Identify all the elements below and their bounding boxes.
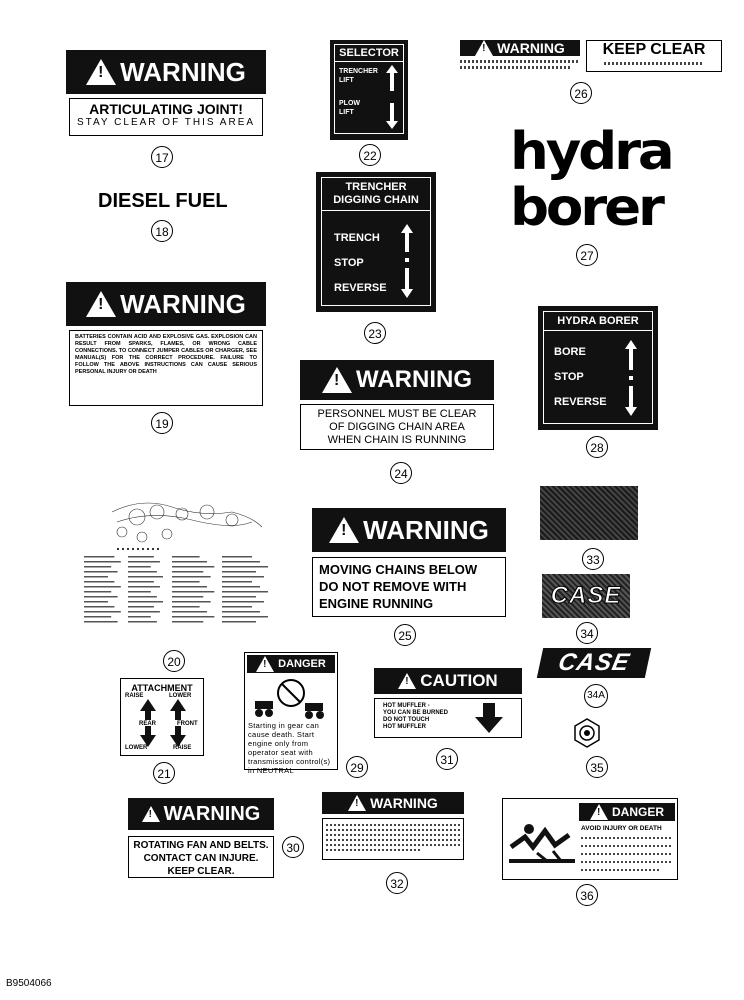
raise-label: RAISE bbox=[125, 693, 144, 699]
warning-triangle-icon bbox=[475, 40, 493, 56]
fine-print bbox=[581, 837, 673, 839]
lower-label: LOWER bbox=[169, 693, 192, 699]
fine-print bbox=[581, 853, 673, 855]
lower2-label: LOWER bbox=[125, 745, 148, 751]
warning-header bbox=[322, 792, 464, 814]
decal-34a bbox=[537, 648, 651, 678]
header-text: WARNING bbox=[356, 366, 472, 393]
warning-header bbox=[312, 508, 506, 552]
run-over-hazard-icon bbox=[247, 675, 337, 721]
line1: ARTICULATING JOINT! bbox=[89, 101, 243, 117]
l1: TRENCHER bbox=[339, 68, 378, 75]
decal-23 bbox=[316, 172, 436, 312]
decal-body bbox=[128, 836, 274, 878]
l3: DO NOT TOUCH bbox=[383, 717, 430, 723]
decal-30 bbox=[128, 798, 274, 884]
figure-id: B9504066 bbox=[6, 978, 52, 989]
warning-header bbox=[128, 798, 274, 830]
decal-19 bbox=[66, 282, 266, 408]
case-logo-text: CASE bbox=[550, 582, 622, 609]
l2: DO NOT REMOVE WITH bbox=[319, 579, 467, 594]
callout-18: 18 bbox=[151, 220, 173, 242]
borer-text: borer bbox=[510, 178, 662, 238]
decal-body bbox=[312, 557, 506, 617]
l3: ENGINE RUNNING bbox=[319, 596, 434, 611]
l3: REVERSE bbox=[334, 282, 387, 294]
caution-header bbox=[374, 668, 522, 694]
decal-28 bbox=[538, 306, 658, 430]
warning-triangle-icon bbox=[322, 367, 352, 393]
callout-29: 29 bbox=[346, 756, 368, 778]
decal-22 bbox=[330, 40, 408, 140]
rear-label: REAR bbox=[139, 721, 157, 727]
l4: HOT MUFFLER bbox=[383, 724, 426, 730]
callout-30: 30 bbox=[282, 836, 304, 858]
trencher-arrows-icon bbox=[400, 224, 414, 298]
title: ATTACHMENT bbox=[131, 683, 193, 693]
warning-header bbox=[460, 40, 580, 56]
decal-body bbox=[69, 330, 263, 406]
l2: YOU CAN BE BURNED bbox=[383, 710, 449, 716]
decal-body bbox=[322, 818, 464, 860]
l1: PERSONNEL MUST BE CLEAR bbox=[317, 408, 477, 420]
l3: WHEN CHAIN IS RUNNING bbox=[327, 434, 467, 446]
callout-35: 35 bbox=[586, 756, 608, 778]
warning-triangle-icon bbox=[256, 656, 274, 672]
decal-24 bbox=[300, 360, 494, 456]
header-text: CAUTION bbox=[420, 671, 498, 690]
fine-print bbox=[604, 62, 704, 65]
entanglement-hazard-icon bbox=[507, 817, 577, 867]
l1: MOVING CHAINS BELOW bbox=[319, 562, 478, 577]
l3: PLOW bbox=[339, 100, 360, 107]
fine-print bbox=[581, 861, 673, 863]
header-text: WARNING bbox=[370, 795, 438, 811]
decal-body bbox=[69, 98, 263, 136]
lock-nut-icon bbox=[572, 718, 602, 748]
header-text: WARNING bbox=[363, 514, 489, 545]
l2: CONTACT CAN INJURE. bbox=[143, 853, 259, 864]
callout-19: 19 bbox=[151, 412, 173, 434]
warning-triangle-icon bbox=[329, 517, 359, 543]
warning-header bbox=[66, 282, 266, 326]
body-text: Starting in gear can cause death. Start engine only from operator seat with transmission control(s) in NEUTRAL bbox=[248, 721, 331, 775]
l2: OF DIGGING CHAIN AREA bbox=[329, 421, 465, 433]
danger-header bbox=[579, 803, 675, 821]
title2: DIGGING CHAIN bbox=[333, 194, 419, 206]
line2: STAY CLEAR OF THIS AREA bbox=[76, 117, 256, 128]
decal-31 bbox=[374, 668, 522, 742]
callout-23: 23 bbox=[364, 322, 386, 344]
raise2-label: RAISE bbox=[173, 745, 192, 751]
bore-arrows-icon bbox=[624, 340, 638, 416]
front-label: FRONT bbox=[177, 721, 198, 727]
callout-33: 33 bbox=[582, 548, 604, 570]
decal-18: DIESEL FUEL bbox=[98, 190, 228, 212]
header-text: DANGER bbox=[611, 805, 664, 819]
warning-triangle-icon bbox=[86, 59, 116, 85]
callout-34a: 34A bbox=[584, 684, 608, 708]
callout-24: 24 bbox=[390, 462, 412, 484]
title1: TRENCHER bbox=[345, 181, 407, 193]
hydra-text: hydra bbox=[510, 122, 672, 182]
callout-25: 25 bbox=[394, 624, 416, 646]
callout-22: 22 bbox=[359, 144, 381, 166]
callout-36: 36 bbox=[576, 884, 598, 906]
fine-print bbox=[460, 66, 570, 69]
decal-27 bbox=[510, 124, 670, 254]
selector-arrows-icon bbox=[385, 65, 399, 129]
header-text: WARNING bbox=[120, 288, 246, 319]
title: HYDRA BORER bbox=[544, 312, 652, 331]
callout-32: 32 bbox=[386, 872, 408, 894]
callout-20: 20 bbox=[163, 650, 185, 672]
warning-triangle-icon bbox=[142, 806, 160, 822]
fine-print bbox=[460, 60, 580, 63]
l2: STOP bbox=[554, 371, 584, 383]
callout-26: 26 bbox=[570, 82, 592, 104]
decal-29 bbox=[244, 652, 338, 775]
callout-28: 28 bbox=[586, 436, 608, 458]
warning-header bbox=[66, 50, 266, 94]
down-arrow-icon bbox=[475, 703, 503, 733]
l1: AVOID INJURY OR DEATH bbox=[581, 825, 662, 832]
callout-17: 17 bbox=[151, 146, 173, 168]
l2: LIFT bbox=[339, 77, 354, 84]
decal-21 bbox=[120, 678, 204, 756]
warning-triangle-icon bbox=[348, 795, 366, 811]
warning-triangle-icon bbox=[398, 673, 416, 689]
fine-print bbox=[581, 869, 661, 871]
warning-triangle-icon bbox=[590, 804, 608, 820]
callout-31: 31 bbox=[436, 748, 458, 770]
l2: STOP bbox=[334, 257, 364, 269]
body-text: BATTERIES CONTAIN ACID AND EXPLOSIVE GAS. EXPLOSION CAN RESULT FROM SPARKS, FLAMES, OR WRONG CABLE CONNECTIONS. TO CONNECT JUMPER CABLES OR CHARGER, SEE MANUAL(S) FOR THE CORRECT PROCEDURE. FAILURE TO FOLLOW THE ABOVE INSTRUCTIONS CAN CAUSE SERIOUS PERSONAL INJURY OR DEATH bbox=[75, 334, 257, 375]
fine-print bbox=[581, 845, 673, 847]
header-text: WARNING bbox=[163, 802, 261, 825]
callout-34: 34 bbox=[576, 622, 598, 644]
decal-body bbox=[300, 404, 494, 450]
header-text: DANGER bbox=[278, 658, 326, 670]
l3: KEEP CLEAR. bbox=[167, 866, 235, 877]
keep-clear-box bbox=[586, 40, 722, 72]
l4: LIFT bbox=[339, 109, 354, 116]
warning-triangle-icon bbox=[86, 291, 116, 317]
decal-33 bbox=[540, 486, 638, 540]
l1: HOT MUFFLER - bbox=[383, 703, 430, 709]
decal-34 bbox=[542, 574, 630, 618]
decal-25 bbox=[312, 508, 506, 620]
header-text: WARNING bbox=[120, 56, 246, 87]
l1: BORE bbox=[554, 346, 586, 358]
keep-clear-text: KEEP CLEAR bbox=[602, 41, 706, 58]
decal-32 bbox=[322, 792, 464, 862]
danger-header bbox=[247, 655, 335, 673]
l1: TRENCH bbox=[334, 232, 380, 244]
callout-27: 27 bbox=[576, 244, 598, 266]
l3: REVERSE bbox=[554, 396, 607, 408]
decal-17 bbox=[66, 50, 266, 138]
decal-body bbox=[374, 698, 522, 738]
l1: ROTATING FAN AND BELTS. bbox=[133, 840, 269, 851]
title: SELECTOR bbox=[335, 45, 403, 62]
decal-26 bbox=[460, 40, 722, 74]
case-logo-text: CASE bbox=[555, 649, 633, 676]
decal-36 bbox=[502, 798, 678, 880]
warning-header bbox=[300, 360, 494, 400]
callout-21: 21 bbox=[153, 762, 175, 784]
decal-20 bbox=[82, 482, 282, 632]
maintenance-schedule-graphic bbox=[82, 482, 282, 632]
header-text: WARNING bbox=[497, 40, 565, 56]
